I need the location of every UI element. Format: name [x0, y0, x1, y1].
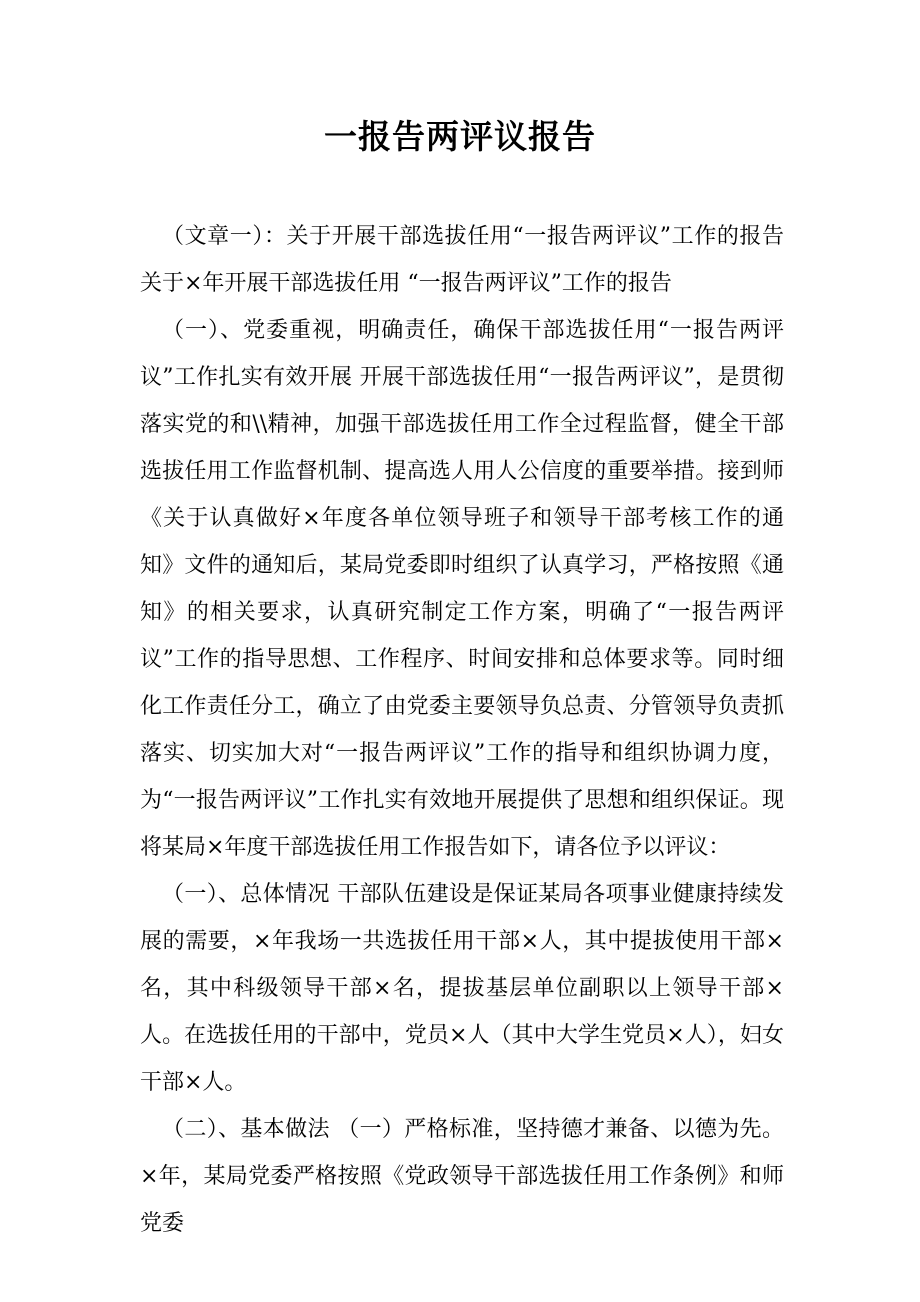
- paragraph-overall-situation: （一）、总体情况 干部队伍建设是保证某局各项事业健康持续发展的需要，×年我场一共选拔任用干部×人，其中提拔使用干部×名，其中科级领导干部×名，提拔基层单位副职以上领导干部×人。在选拔任用的干部中，党员×人（其中大学生党员×人），妇女干部×人。: [140, 882, 784, 1095]
- document-body: [140, 213, 784, 1302]
- paragraph-article-intro: （文章一）：关于开展干部选拔任用“一报告两评议”工作的报告 关于×年开展干部选拔任用 “一报告两评议”工作的报告: [140, 224, 784, 296]
- document-title: 一报告两评议报告: [324, 117, 596, 156]
- paragraph-party-committee: （一）、党委重视，明确责任，确保干部选拔任用“一报告两评议”工作扎实有效开展 开展干部选拔任用“一报告两评议”，是贯彻落实党的和\\精神，加强干部选拔任用工作全过程监督，健全干部选拔任用工作监督机制、提高选人用人公信度的重要举措。接到师《关于认真做好×年度各单位领导班子和领导干部考核工作的通知》文件的通知后，某局党委即时组织了认真学习，严格按照《通知》的相关要求，认真研究制定工作方案，明确了“一报告两评议”工作的指导思想、工作程序、时间安排和总体要求等。同时细化工作责任分工，确立了由党委主要领导负总责、分管领导负责抓落实、切实加大对“一报告两评议”工作的指导和组织协调力度，为“一报告两评议”工作扎实有效地开展提供了思想和组织保证。现将某局×年度干部选拔任用工作报告如下，请各位予以评议：: [140, 318, 784, 860]
- paragraph-basic-practices: （二）、基本做法 （一）严格标准，坚持德才兼备、以德为先。×年，某局党委严格按照《党政领导干部选拔任用工作条例》和师党委: [140, 1117, 784, 1236]
